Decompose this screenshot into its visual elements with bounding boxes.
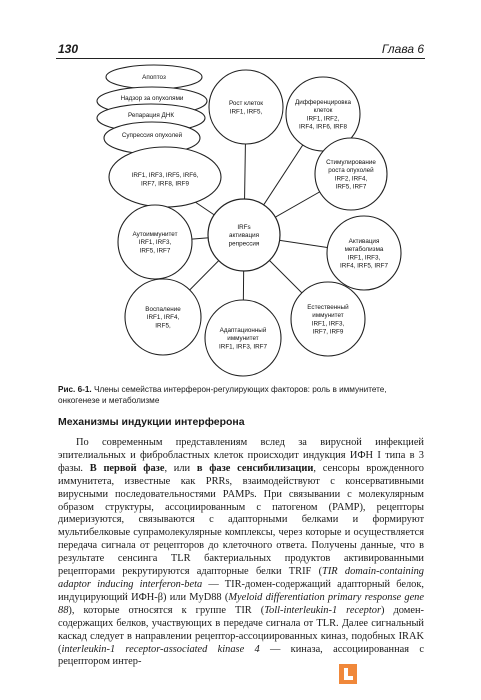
figure-caption — [58, 384, 430, 406]
center-label: IRFs активация репрессия — [228, 224, 260, 248]
page-number: 130 — [58, 42, 79, 56]
figure-caption-label: Рис. 6-1. — [58, 385, 92, 394]
satellite-label: Активация метаболизма IRF1, IRF3, IRF4, IRF5, IRF7 — [340, 237, 388, 270]
italic-term: TIR domain-containing adaptor inducing interferon-beta — [58, 566, 424, 590]
text-run: ) домен-содержащих белков, участвующих в передаче сигнала от TLR. Далее сигнальный каскад следует в направлении рецептор-ассоциированных киназ, подобных IRAK ( — [58, 604, 424, 655]
satellite-label: Аутоиммунитет IRF1, IRF3, IRF5, IRF7 — [132, 231, 178, 255]
body-text — [58, 437, 424, 669]
satellite-node — [205, 300, 281, 376]
stack-label: Репарация ДНК — [127, 112, 175, 120]
text-run: , или — [164, 462, 197, 474]
satellite-node — [209, 70, 283, 144]
satellite-node — [327, 216, 401, 290]
satellite-label: Рост клеток IRF1, IRF5, — [228, 100, 264, 116]
center-node — [208, 199, 280, 271]
satellite-node — [315, 138, 387, 210]
chapter-title: Глава 6 — [381, 42, 424, 56]
satellite-label: Естественный иммунитет IRF1, IRF3, IRF7, IRF9 — [307, 303, 349, 336]
stack-label: Супрессия опухолей — [121, 132, 183, 140]
text-run: ), которые относятся к группе TIR ( — [68, 604, 265, 616]
text-run: — TIR-домен-содержащий адапторный белок, индуцирующий ИФН-β) или MyD88 ( — [58, 578, 424, 603]
stack-label: Надзор за опухолями — [120, 95, 184, 103]
body-paragraph — [58, 437, 424, 669]
satellite-node — [125, 279, 201, 355]
figure-caption-text: Члены семейства интерферон-регулирующих факторов: роль в иммунитете, онкогенезе и метаболизме — [58, 385, 387, 405]
satellite-node — [118, 205, 192, 279]
text-run: — киназа, ассоциированная с рецептором интер- — [58, 643, 424, 668]
publisher-logo-icon — [339, 664, 357, 684]
stack-label: Апоптоз — [142, 74, 166, 82]
text-run: По современным представлениям вслед за вирусной инфекцией эпителиальных и фибробластных клеток происходит индукция ИФН I типа в 3 фазы. — [58, 437, 424, 474]
bold-term: В первой фазе — [89, 462, 165, 474]
bold-term: в фазе сенсибилизации — [196, 462, 314, 474]
italic-term: Toll-interleukin-1 receptor — [264, 604, 381, 616]
text-run: , сенсоры врожденного иммунитета, известные как PRRs, взаимодействуют с консервативными вирусными последовательностями PAMPs. При связывании с молекулярным образом структуры, ассоциированным с патогеном (PAMP), рецепторы димеризуются, связываются с адапторными белками и формируют мультибелковые супрамолекулярные комплексы, через которые и осуществляется передача сигнала от рецепторов до клеточного ответа. Получены данные, что в результате сенсинга TLR бактериальных продуктов активированными рецепторами рекрутируются адапторные белки TRIF ( — [58, 462, 424, 578]
italic-term: Myeloid differentiation primary response gene 88 — [58, 591, 424, 616]
section-title: Механизмы индукции интерферона — [58, 416, 245, 428]
satellite-label: Дифференцировка клеток IRF1, IRF2, IRF4, IRF6, IRF8 — [295, 98, 351, 131]
italic-term: interleukin-1 receptor-associated kinase 4 — [61, 643, 260, 655]
satellite-node — [291, 282, 365, 356]
satellite-label: Воспаление IRF1, IRF4, IRF5, — [145, 306, 181, 330]
satellite-label: Адаптационный иммунитет IRF1, IRF3, IRF7 — [219, 327, 267, 351]
stack-label: IRF1, IRF3, IRF5, IRF6, IRF7, IRF8, IRF9 — [131, 172, 199, 188]
satellite-label: Стимулирование роста опухолей IRF2, IRF4, IRF5, IRF7 — [326, 158, 376, 191]
